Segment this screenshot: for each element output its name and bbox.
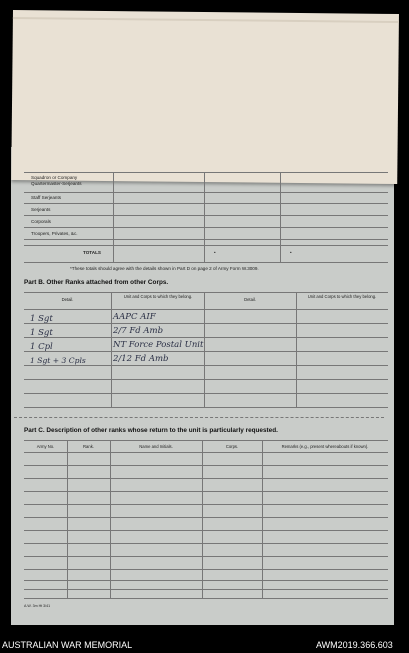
- separator-dashed: [14, 417, 384, 418]
- col-header: Remarks (e.g., present whereabouts if known).: [281, 444, 369, 449]
- col-header: Corps.: [225, 444, 239, 449]
- row-label: Staff Serjeants: [31, 195, 62, 200]
- totals-mark: •: [214, 250, 216, 255]
- col-header: Rank.: [83, 444, 94, 449]
- col-header: Unit and Corps to which they belong.: [123, 294, 193, 299]
- col-header: Army No.: [36, 444, 55, 449]
- part-c-title: Part C. Description of other ranks whose return to the unit is particularly requested.: [24, 427, 278, 434]
- row-label: Troopers, Privates, &c.: [31, 231, 78, 236]
- entry-unit: 2/7 Fd Amb: [113, 326, 164, 336]
- row-label: Serjeants: [31, 207, 51, 212]
- footer-accession: AWM2019.366.603: [316, 640, 393, 650]
- footer-institution: AUSTRALIAN WAR MEMORIAL: [2, 640, 133, 650]
- row-label: Squadron or Company: [31, 175, 78, 180]
- part-b-title: Part B. Other Ranks attached from other Corps.: [24, 279, 169, 286]
- entry-detail: 1 Sgt + 3 Cpls: [30, 356, 86, 365]
- entry-unit: AAPC AIF: [113, 312, 156, 322]
- folded-flap: [11, 10, 399, 184]
- entry-unit: NT Force Postal Unit: [113, 340, 204, 350]
- entry-unit: 2/12 Fd Amb: [113, 354, 169, 364]
- entry-detail: 1 Sgt: [30, 314, 53, 324]
- col-header: Name and Initials.: [139, 444, 173, 449]
- row-label: Quartermaster-Serjeants: [31, 181, 82, 186]
- row-label: Corporals: [31, 219, 51, 224]
- entry-detail: 1 Sgt: [30, 328, 53, 338]
- entry-detail: 1 Cpl: [30, 342, 53, 352]
- totals-label: TOTALS: [83, 250, 101, 255]
- col-header: Unit and Corps to which they belong.: [307, 294, 377, 299]
- totals-mark: •: [290, 250, 292, 255]
- col-header: Detail.: [61, 297, 74, 302]
- form-code: A.W. 3m Ht 3/41: [24, 604, 51, 608]
- col-header: Detail.: [244, 297, 256, 302]
- totals-note: *These totals should agree with the details shown in Part D on page 2 of Army Form W.3009.: [70, 266, 259, 271]
